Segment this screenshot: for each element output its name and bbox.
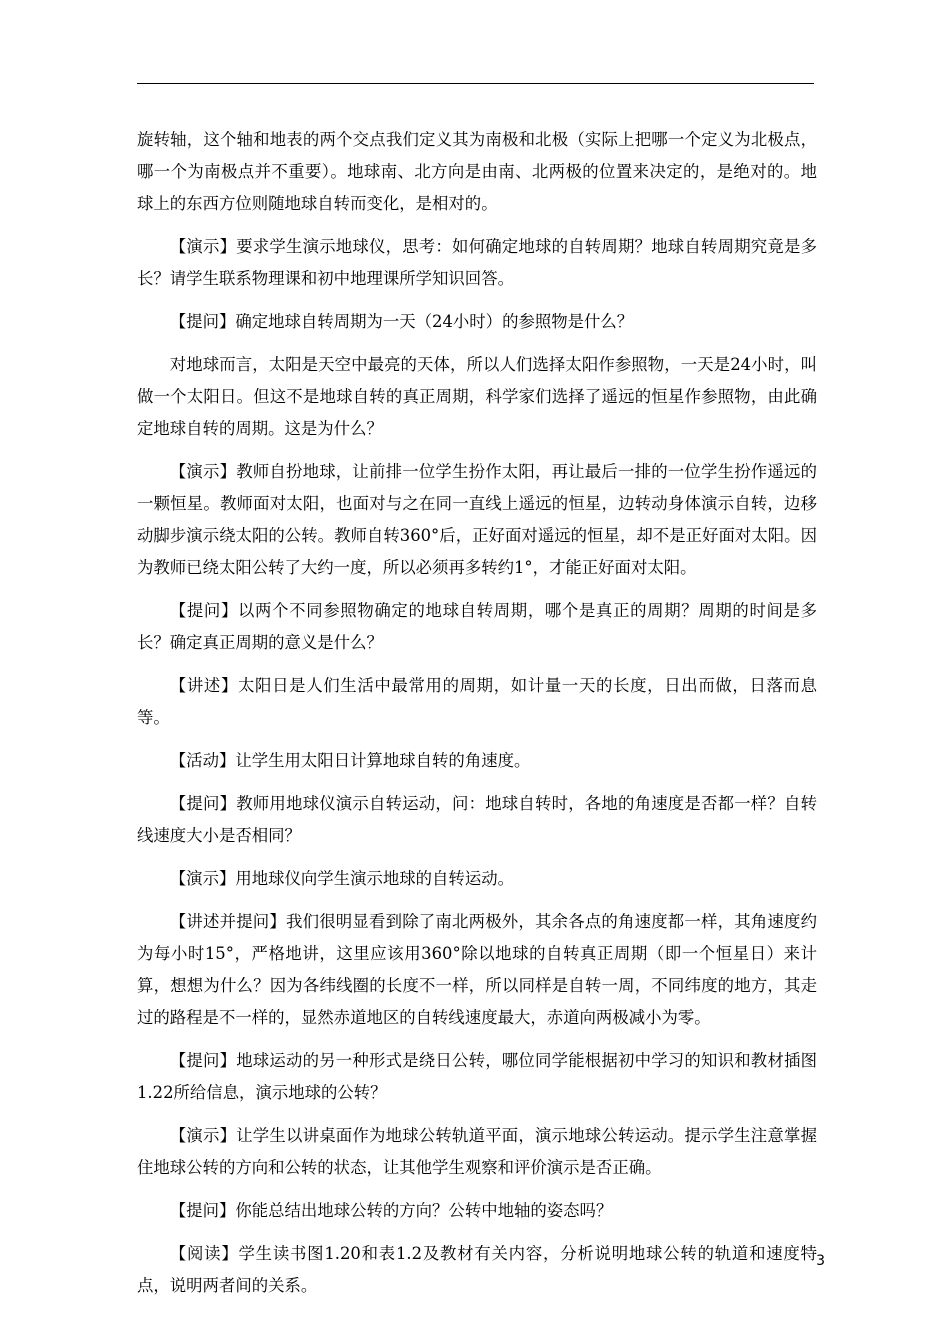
paragraph: 【活动】让学生用太阳日计算地球自转的角速度。 [169,751,531,770]
paragraph: 【提问】以两个不同参照物确定的地球自转周期，哪个是真正的周期？周期的时间是多长？确定真正周期的意义是什么？ [137,601,817,652]
paragraph: 【提问】确定地球自转周期为一天（24小时）的参照物是什么？ [169,312,634,331]
paragraph: 【提问】你能总结出地球公转的方向？公转中地轴的姿态吗？ [169,1201,613,1220]
paragraph: 【讲述】太阳日是人们生活中最常用的周期，如计量一天的长度，日出而做，日落而息等。 [137,676,817,727]
header-rule [137,83,814,84]
paragraph: 【讲述并提问】我们很明显看到除了南北两极外，其余各点的角速度都一样，其角速度约为每小时15°，严格地讲，这里应该用360°除以地球的自转真正周期（即一个恒星日）来计算，想想为什么？因为各纬线圈的长度不一样，所以同样是自转一周，不同纬度的地方，其走过的路程是不一样的，显然赤道地区的自转线速度最大，赤道向两极减小为零。 [137,912,817,1027]
paragraph: 【演示】教师自扮地球，让前排一位学生扮作太阳，再让最后一排的一位学生扮作遥远的一颗恒星。教师面对太阳，也面对与之在同一直线上遥远的恒星，边转动身体演示自转，边移动脚步演示绕太阳的公转。教师自转360°后，正好面对遥远的恒星，却不是正好面对太阳。因为教师已绕太阳公转了大约一度，所以必须再多转约1°，才能正好面对太阳。 [137,462,817,577]
paragraph: 对地球而言，太阳是天空中最亮的天体，所以人们选择太阳作参照物，一天是24小时，叫做一个太阳日。但这不是地球自转的真正周期，科学家们选择了遥远的恒星作参照物，由此确定地球自转的周期。这是为什么？ [137,355,817,438]
page-number: 3 [816,1253,825,1269]
paragraph: 【演示】要求学生演示地球仪，思考：如何确定地球的自转周期？地球自转周期究竟是多长？请学生联系物理课和初中地理课所学知识回答。 [137,237,817,288]
paragraph: 【提问】地球运动的另一种形式是绕日公转，哪位同学能根据初中学习的知识和教材插图1.22所给信息，演示地球的公转？ [137,1051,817,1102]
paragraph: 【演示】用地球仪向学生演示地球的自转运动。 [169,869,514,888]
paragraph: 旋转轴，这个轴和地表的两个交点我们定义其为南极和北极（实际上把哪一个定义为北极点，哪一个为南极点并不重要）。地球南、北方向是由南、北两极的位置来决定的，是绝对的。地球上的东西方位则随地球自转而变化，是相对的。 [137,130,817,213]
paragraph: 【阅读】学生读书图1.20和表1.2及教材有关内容，分析说明地球公转的轨道和速度特点，说明两者间的关系。 [137,1244,817,1295]
document-body [137,124,817,1313]
paragraph: 【提问】教师用地球仪演示自转运动，问：地球自转时，各地的角速度是否都一样？自转线速度大小是否相同？ [137,794,817,845]
paragraph: 【演示】让学生以讲桌面作为地球公转轨道平面，演示地球公转运动。提示学生注意掌握住地球公转的方向和公转的状态，让其他学生观察和评价演示是否正确。 [137,1126,817,1177]
